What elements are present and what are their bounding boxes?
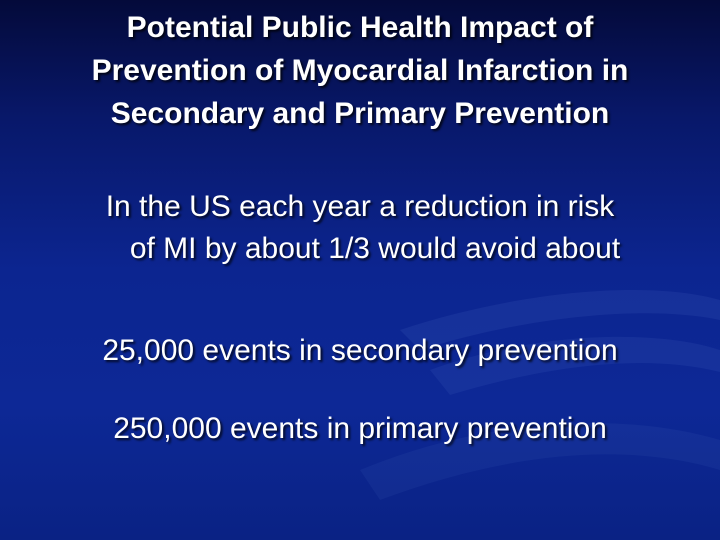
intro-line-2: of MI by about 1/3 would avoid about: [129, 232, 621, 265]
primary-prevention-stat: 250,000 events in primary prevention: [113, 412, 607, 445]
title-line-3: Secondary and Primary Prevention: [110, 97, 610, 130]
title-line-2: Prevention of Myocardial Infarction in: [91, 54, 629, 87]
intro-line-1: In the US each year a reduction in risk: [105, 190, 615, 223]
secondary-prevention-stat: 25,000 events in secondary prevention: [102, 334, 618, 367]
title-line-1: Potential Public Health Impact of: [126, 11, 594, 44]
intro-paragraph: [0, 186, 720, 270]
slide-title: [0, 6, 720, 135]
